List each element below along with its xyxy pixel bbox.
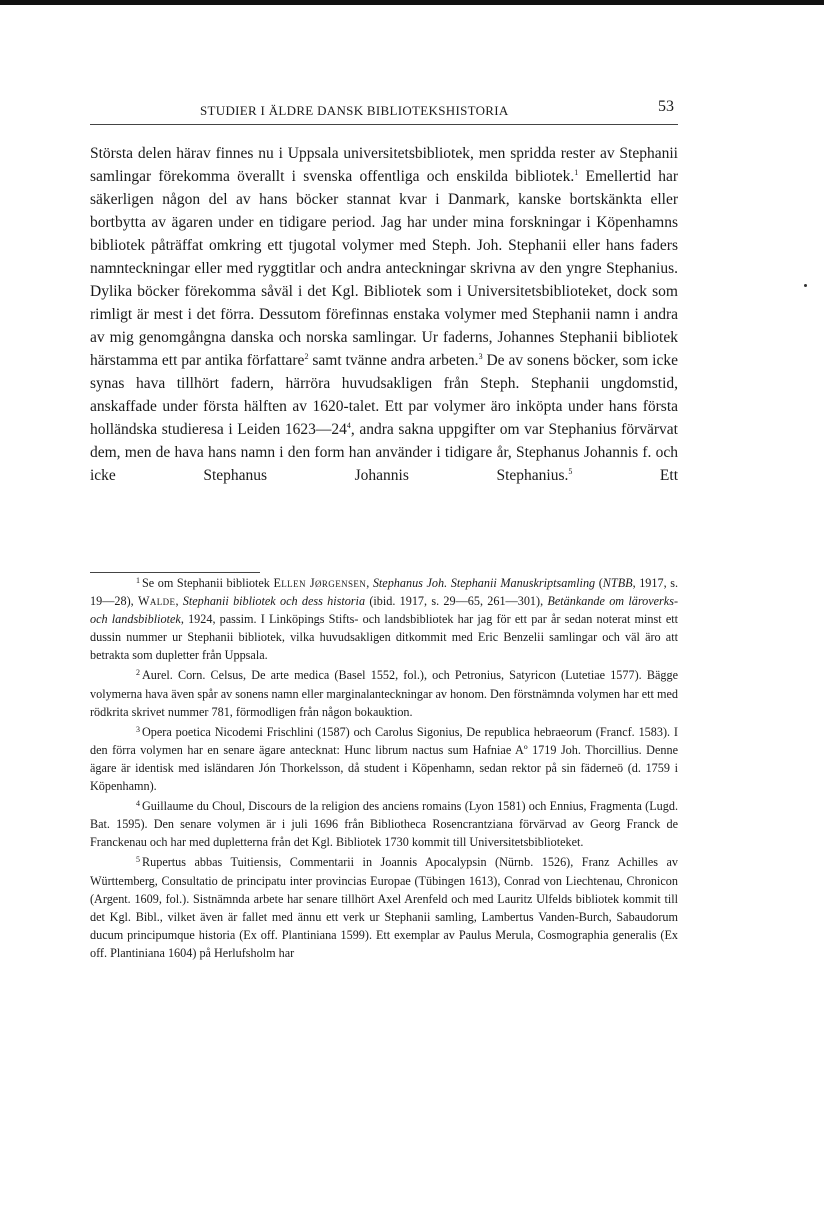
footnote-text: Aurel. Corn. Celsus, De arte medica (Basel 1552, fol.), och Petronius, Satyricon (Lutetiae 1577). Bägge volymerna hava även spår av sonens namn eller marginalanteckningar av honom. Den förstnämnda volymen har ett med rödkrita skrivet nummer 781, förmodligen från någon bokauktion. <box>90 668 678 719</box>
footnote-number: 2 <box>136 668 140 678</box>
author-name: Walde <box>137 594 176 609</box>
footnote-ref-1: 1 <box>574 168 579 177</box>
body-text-3: samt tvänne andra arbeten. <box>308 352 479 369</box>
footnote-number: 3 <box>136 724 140 734</box>
body-text-6: Ett <box>572 467 678 484</box>
scan-speck <box>804 284 807 287</box>
body-text-1: Största delen härav finnes nu i Uppsala universitetsbibliotek, men spridda rester av Stephanii samlingar förekomma överallt i svenska offentliga och enskilda bibliotek. <box>90 145 678 185</box>
footnote-number: 5 <box>136 855 140 865</box>
work-title: Betänkande om läroverks- och landsbibliotek <box>90 594 679 627</box>
footnote-text: , <box>175 594 183 609</box>
page-header <box>90 100 678 125</box>
footnote-text: ( <box>595 576 603 590</box>
footnote-2 <box>90 664 678 720</box>
journal-abbrev: NTBB <box>602 576 633 590</box>
footnotes <box>90 572 678 962</box>
body-paragraph <box>90 142 678 487</box>
footnote-text: , <box>366 576 373 590</box>
page-number: 53 <box>658 98 674 115</box>
footnote-text: Rupertus abbas Tuitiensis, Commentarii in Joannis Apocalypsin (Nürnb. 1526), Franz Achilles av Württemberg, Consultatio de principatu inter provincias Europae (Tübingen 1613), Conrad von Liechtenau, Chronicon (Argent. 1609, fol.). Sistnämnda arbete har senare tillhört Axel Arenfeld och med Lauritz Ulfelds bibliotek kommit till det Kgl. Bibl., vilket även är fallet med ännu ett verk ur Stephanii samling, Lambertus Vanden-Burch, Sabaudorum ducum principumque historia (Ex off. Plantiniana 1599). Ett exemplar av Paulus Merula, Cosmographia generalis (Ex off. Plantiniana 1604) på Herlufsholm har <box>90 855 678 960</box>
footnote-ref-4: 4 <box>346 421 351 430</box>
footnote-4 <box>90 795 678 851</box>
footnote-ref-3: 3 <box>478 352 483 361</box>
footnote-3 <box>90 721 678 795</box>
footnote-5 <box>90 851 678 962</box>
footnote-1 <box>90 572 678 664</box>
footnote-number: 1 <box>136 576 140 585</box>
footnote-ref-5: 5 <box>568 467 573 476</box>
footnote-text: , 1924, passim. I Linköpings Stifts- och landsbibliotek har jag för ett par år sedan noterat minst ett dussin nummer ur Stephanii bibliotek, vilka huvudsakligen ditkommit med Eric Benzelii samlingar och väl äro att betrakta som dupletter från Uppsala. <box>90 612 678 663</box>
running-head: STUDIER I ÄLDRE DANSK BIBLIOTEKSHISTORIA <box>200 103 509 118</box>
body-text-5: , andra sakna uppgifter om var Stephanius förvärvat dem, men de hava hans namn i den form han använder i tidigare år, Stephanus Johannis f. och icke Stephanus Johannis Stephanius. <box>90 421 678 484</box>
scan-top-edge <box>0 0 824 5</box>
work-title: Stephanii bibliotek och dess historia <box>182 594 366 609</box>
work-title: Stephanus Joh. Stephanii Manuskriptsamling <box>372 576 596 590</box>
footnote-text: Guillaume du Choul, Discours de la religion des anciens romains (Lyon 1581) och Ennius, Fragmenta (Lugd. Bat. 1595). Den senare volymen är i juli 1696 från Bibliotheca Rosencrantziana förvärvad av Georg Franck de Franckenau och har med dupletterna från det Kgl. Bibliotek 1730 kommit till Universitetsbiblioteket. <box>90 799 678 850</box>
footnote-number: 4 <box>136 799 140 809</box>
body-text-2: Emellertid har säkerligen någon del av hans böcker stannat kvar i Danmark, kanske bortskänkta eller bortbytta av ägaren under en tidigare period. Jag har under mina forskningar i Köpenhamns bibliotek påträffat omkring ett tjugotal volymer med Steph. Joh. Stephanii eller hans faders namnteckningar eller med ryggtitlar och andra anteckningar skrivna av den yngre Stephanius. Dylika böcker förekomma såväl i det Kgl. Bibliotek som i Universitetsbiblioteket, dock som rimligt är mest i det förra. Dessutom förefinnas enstaka volymer med Stephanii namn i andra av mig genomgångna danska och norska samlingar. Ur faderns, Johannes Stephanii bibliotek härstamma ett par antika författare <box>90 168 678 369</box>
body-text-4: De av sonens böcker, som icke synas hava tillhört fadern, härröra huvudsakligen från Steph. Stephanii ungdomstid, anskaffade under första hälften av 1620-talet. Ett par volymer äro inköpta under hans första holländska studieresa i Leiden 1623—24 <box>90 352 678 438</box>
footnote-text: (ibid. 1917, s. 29—65, 261—301), <box>365 594 548 609</box>
footnote-text: Se om Stephanii bibliotek <box>142 576 274 590</box>
footnote-ref-2: 2 <box>304 352 309 361</box>
footnote-text: , 1917, s. 19—28), <box>90 576 678 609</box>
footnote-text: Opera poetica Nicodemi Frischlini (1587) och Carolus Sigonius, De republica hebraeorum (Francf. 1583). I den förra volymen har en senare ägare antecknat: Hunc librum nactus sum Hafniae Aº 1719 Joh. Thorcillius. Denne ägare är identisk med isländaren Jón Thorkelsson, då student i Köpenhamn, sedan rektor på sin fäderneö (d. 1759 i Köpenhamn). <box>90 724 678 794</box>
author-name: Ellen Jørgensen <box>273 576 367 590</box>
